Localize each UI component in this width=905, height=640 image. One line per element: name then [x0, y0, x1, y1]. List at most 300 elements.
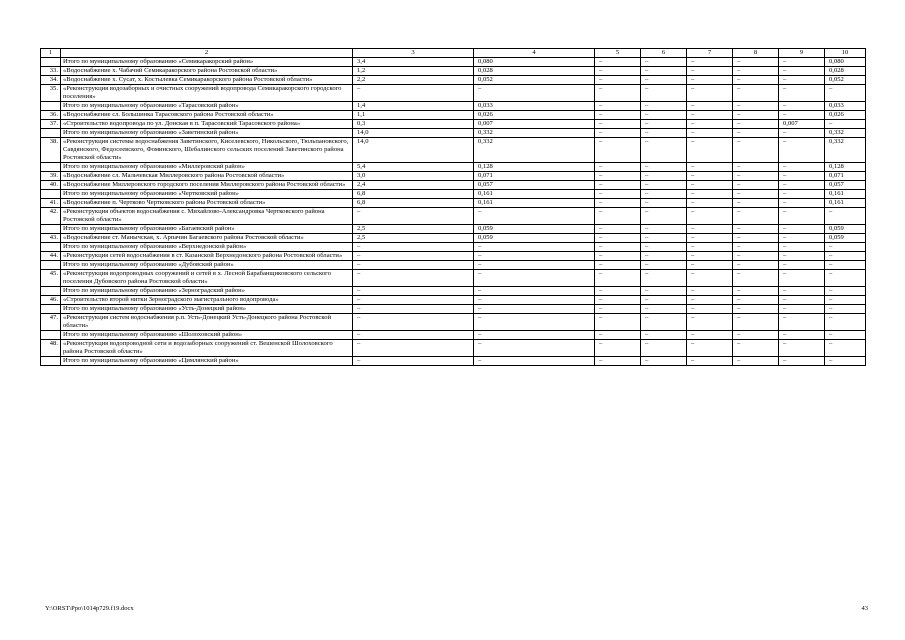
value-cell: –	[641, 190, 687, 199]
value-cell: 14,0	[353, 138, 474, 163]
description-cell: «Реконструкция объектов водоснабжения с. Михайлово-Александровка Чертковского района Ростовской области»	[61, 208, 353, 225]
column-number-cell: 10	[825, 49, 866, 58]
description-cell: «Реконструкция водопроводной сети и водозаборных сооружений ст. Вешенской Шолоховского района Ростовской области»	[61, 340, 353, 357]
value-cell: –	[595, 296, 641, 305]
value-cell: –	[779, 357, 825, 366]
district-total-row	[41, 357, 866, 366]
value-cell: –	[474, 270, 595, 287]
description-cell: «Реконструкция сетей водоснабжения в ст. Казанской Верхнедонского района Ростовской области»	[61, 252, 353, 261]
value-cell: –	[595, 111, 641, 120]
description-cell: Итого по муниципальному образованию «Миллеровский район»	[61, 163, 353, 172]
value-cell: –	[641, 138, 687, 163]
value-cell: –	[779, 111, 825, 120]
value-cell: –	[733, 331, 779, 340]
value-cell: –	[641, 287, 687, 296]
value-cell: –	[825, 331, 866, 340]
value-cell: 0,332	[474, 138, 595, 163]
value-cell: –	[687, 163, 733, 172]
value-cell: –	[733, 314, 779, 331]
district-total-row	[41, 58, 866, 67]
column-number-cell: 8	[733, 49, 779, 58]
column-number-cell: 9	[779, 49, 825, 58]
description-cell: «Реконструкция систем водоснабжения р.п. Усть-Донецкий Усть-Донецкого района Ростовской области»	[61, 314, 353, 331]
value-cell: 3,4	[353, 58, 474, 67]
value-cell: –	[641, 357, 687, 366]
value-cell: –	[733, 270, 779, 287]
value-cell: 0,3	[353, 120, 474, 129]
value-cell: –	[733, 305, 779, 314]
value-cell: –	[779, 296, 825, 305]
value-cell: –	[733, 199, 779, 208]
value-cell: –	[733, 172, 779, 181]
district-total-row	[41, 102, 866, 111]
value-cell: 0,161	[474, 199, 595, 208]
value-cell: 0,161	[825, 190, 866, 199]
value-cell: –	[595, 85, 641, 102]
column-number-cell: 2	[61, 49, 353, 58]
value-cell: –	[641, 234, 687, 243]
value-cell: 1,2	[353, 67, 474, 76]
value-cell: –	[779, 85, 825, 102]
project-row	[41, 181, 866, 190]
value-cell: –	[474, 357, 595, 366]
description-cell: «Водоснабжение ст. Манычская, х. Арпачин Багаевского района Ростовской области»	[61, 234, 353, 243]
value-cell: –	[687, 129, 733, 138]
value-cell: –	[687, 208, 733, 225]
value-cell: –	[733, 296, 779, 305]
row-number-cell: 47.	[41, 314, 61, 331]
value-cell: 2,5	[353, 225, 474, 234]
value-cell: –	[474, 340, 595, 357]
value-cell: 0,080	[474, 58, 595, 67]
value-cell: 2,4	[353, 181, 474, 190]
description-cell: Итого по муниципальному образованию «Верхнедонской район»	[61, 243, 353, 252]
row-number-cell: 37.	[41, 120, 61, 129]
description-cell: Итого по муниципальному образованию «Заветинский район»	[61, 129, 353, 138]
value-cell: –	[733, 76, 779, 85]
row-number-cell: 43.	[41, 234, 61, 243]
value-cell: –	[825, 296, 866, 305]
value-cell: –	[687, 287, 733, 296]
value-cell: 1,1	[353, 111, 474, 120]
value-cell: –	[641, 181, 687, 190]
value-cell: 0,059	[825, 234, 866, 243]
value-cell: –	[474, 261, 595, 270]
project-row	[41, 208, 866, 225]
value-cell: –	[825, 85, 866, 102]
value-cell: –	[733, 120, 779, 129]
value-cell: –	[595, 190, 641, 199]
value-cell: –	[779, 76, 825, 85]
value-cell: –	[353, 252, 474, 261]
value-cell: –	[353, 243, 474, 252]
row-number-cell: 34.	[41, 76, 61, 85]
value-cell: –	[825, 305, 866, 314]
project-row	[41, 296, 866, 305]
value-cell: 0,059	[474, 234, 595, 243]
value-cell: –	[733, 234, 779, 243]
value-cell: –	[779, 252, 825, 261]
value-cell: –	[641, 314, 687, 331]
value-cell: 0,071	[474, 172, 595, 181]
value-cell: 0,332	[825, 129, 866, 138]
value-cell: –	[687, 234, 733, 243]
value-cell: –	[733, 190, 779, 199]
value-cell: –	[733, 243, 779, 252]
value-cell: 14,0	[353, 129, 474, 138]
description-cell: «Реконструкция системы водоснабжения Заветинского, Киселевского, Никольского, Тюльпановского, Савдянского, Федосеевского, Фоминского, Шебалинского сельских поселений Заветинского района Ростовской области»	[61, 138, 353, 163]
row-number-cell: 42.	[41, 208, 61, 225]
column-number-cell: 4	[474, 49, 595, 58]
value-cell: –	[641, 261, 687, 270]
value-cell: –	[687, 270, 733, 287]
row-number-cell	[41, 287, 61, 296]
value-cell: 0,080	[825, 58, 866, 67]
value-cell: –	[733, 58, 779, 67]
row-number-cell: 39.	[41, 172, 61, 181]
value-cell: –	[733, 287, 779, 296]
value-cell: –	[825, 270, 866, 287]
value-cell: –	[733, 357, 779, 366]
value-cell: –	[641, 296, 687, 305]
value-cell: 0,057	[825, 181, 866, 190]
district-total-row	[41, 163, 866, 172]
value-cell: –	[825, 243, 866, 252]
value-cell: –	[687, 261, 733, 270]
value-cell: –	[641, 225, 687, 234]
value-cell: –	[474, 331, 595, 340]
value-cell: –	[779, 163, 825, 172]
value-cell: –	[474, 85, 595, 102]
value-cell: –	[687, 225, 733, 234]
description-cell: «Водоснабжение сл. Большинка Тарасовского района Ростовской области»	[61, 111, 353, 120]
value-cell: –	[687, 138, 733, 163]
row-number-cell	[41, 129, 61, 138]
value-cell: –	[779, 287, 825, 296]
value-cell: –	[641, 163, 687, 172]
value-cell: –	[474, 314, 595, 331]
description-cell: Итого по муниципальному образованию «Чертковский район»	[61, 190, 353, 199]
value-cell: –	[353, 340, 474, 357]
row-number-cell	[41, 243, 61, 252]
value-cell: –	[353, 270, 474, 287]
description-cell: «Строительство водопровода по ул. Донская в п. Тарасовский Тарасовского района»	[61, 120, 353, 129]
value-cell: –	[687, 199, 733, 208]
value-cell: 0,026	[825, 111, 866, 120]
value-cell: 0,052	[474, 76, 595, 85]
row-number-cell: 40.	[41, 181, 61, 190]
value-cell: –	[687, 305, 733, 314]
value-cell: –	[474, 208, 595, 225]
value-cell: –	[779, 58, 825, 67]
value-cell: –	[687, 340, 733, 357]
value-cell: –	[733, 111, 779, 120]
value-cell: –	[825, 252, 866, 261]
value-cell: 0,332	[474, 129, 595, 138]
value-cell: –	[779, 340, 825, 357]
value-cell: 6,8	[353, 199, 474, 208]
row-number-cell	[41, 331, 61, 340]
value-cell: –	[779, 234, 825, 243]
project-row	[41, 138, 866, 163]
value-cell: 1,4	[353, 102, 474, 111]
value-cell: 0,128	[474, 163, 595, 172]
value-cell: 0,128	[825, 163, 866, 172]
value-cell: –	[687, 296, 733, 305]
value-cell: –	[779, 305, 825, 314]
district-total-row	[41, 331, 866, 340]
value-cell: –	[733, 67, 779, 76]
value-cell: –	[641, 243, 687, 252]
project-row	[41, 314, 866, 331]
value-cell: –	[595, 129, 641, 138]
value-cell: –	[687, 314, 733, 331]
value-cell: –	[595, 199, 641, 208]
value-cell: 5,4	[353, 163, 474, 172]
value-cell: –	[825, 261, 866, 270]
value-cell: 0,332	[825, 138, 866, 163]
description-cell: Итого по муниципальному образованию «Тарасовский район»	[61, 102, 353, 111]
value-cell: 0,161	[825, 199, 866, 208]
value-cell: –	[687, 85, 733, 102]
project-row	[41, 172, 866, 181]
row-number-cell	[41, 102, 61, 111]
row-number-cell: 45.	[41, 270, 61, 287]
value-cell: –	[641, 270, 687, 287]
value-cell: 0,007	[779, 120, 825, 129]
value-cell: –	[353, 305, 474, 314]
value-cell: –	[595, 243, 641, 252]
value-cell: –	[733, 208, 779, 225]
row-number-cell: 35.	[41, 85, 61, 102]
value-cell: –	[825, 357, 866, 366]
page-number: 43	[861, 605, 868, 612]
value-cell: –	[825, 314, 866, 331]
value-cell: –	[641, 111, 687, 120]
description-cell: «Водоснабжение х. Чабачий Семикаракорского района Ростовской области»	[61, 67, 353, 76]
column-number-cell: 6	[641, 49, 687, 58]
description-cell: «Реконструкция водозаборных и очистных сооружений водопровода Семикаракорского городского поселения»	[61, 85, 353, 102]
description-cell: Итого по муниципальному образованию «Зерноградский район»	[61, 287, 353, 296]
value-cell: –	[779, 138, 825, 163]
description-cell: Итого по муниципальному образованию «Цимлянский район»	[61, 357, 353, 366]
value-cell: –	[595, 252, 641, 261]
value-cell: –	[474, 287, 595, 296]
project-row	[41, 76, 866, 85]
value-cell: 0,059	[825, 225, 866, 234]
value-cell: –	[641, 199, 687, 208]
value-cell: –	[595, 357, 641, 366]
row-number-cell	[41, 225, 61, 234]
project-row	[41, 252, 866, 261]
value-cell: 0,028	[825, 67, 866, 76]
value-cell: –	[595, 340, 641, 357]
value-cell: –	[733, 340, 779, 357]
column-number-cell: 5	[595, 49, 641, 58]
value-cell: –	[733, 163, 779, 172]
value-cell: –	[353, 208, 474, 225]
value-cell: 3,0	[353, 172, 474, 181]
value-cell: –	[779, 190, 825, 199]
row-number-cell: 38.	[41, 138, 61, 163]
value-cell: –	[641, 67, 687, 76]
investment-table	[40, 48, 866, 366]
district-total-row	[41, 305, 866, 314]
value-cell: –	[595, 287, 641, 296]
column-number-cell: 3	[353, 49, 474, 58]
value-cell: –	[595, 163, 641, 172]
value-cell: 0,052	[825, 76, 866, 85]
value-cell: –	[779, 225, 825, 234]
description-cell: Итого по муниципальному образованию «Шолоховский район»	[61, 331, 353, 340]
row-number-cell	[41, 305, 61, 314]
value-cell: –	[595, 270, 641, 287]
value-cell: –	[595, 58, 641, 67]
description-cell: Итого по муниципальному образованию «Усть-Донецкий район»	[61, 305, 353, 314]
project-row	[41, 85, 866, 102]
value-cell: 0,071	[825, 172, 866, 181]
value-cell: –	[353, 261, 474, 270]
value-cell: 2,2	[353, 76, 474, 85]
project-row	[41, 270, 866, 287]
value-cell: –	[733, 225, 779, 234]
value-cell: –	[641, 129, 687, 138]
project-row	[41, 120, 866, 129]
value-cell: –	[641, 76, 687, 85]
value-cell: 0,057	[474, 181, 595, 190]
description-cell: «Строительство второй нитки Зерноградского магистрального водопровода»	[61, 296, 353, 305]
row-number-cell	[41, 163, 61, 172]
value-cell: 0,028	[474, 67, 595, 76]
value-cell: –	[779, 129, 825, 138]
value-cell: –	[595, 181, 641, 190]
value-cell: –	[595, 76, 641, 85]
district-total-row	[41, 225, 866, 234]
project-row	[41, 111, 866, 120]
value-cell: –	[641, 208, 687, 225]
value-cell: –	[687, 172, 733, 181]
value-cell: –	[641, 331, 687, 340]
value-cell: 0,161	[474, 190, 595, 199]
row-number-cell: 44.	[41, 252, 61, 261]
description-cell: «Водоснабжение п. Чертково Чертковского района Ростовской области»	[61, 199, 353, 208]
value-cell: –	[779, 314, 825, 331]
value-cell: –	[733, 85, 779, 102]
row-number-cell: 41.	[41, 199, 61, 208]
value-cell: –	[595, 314, 641, 331]
description-cell: «Водоснабжение х. Сусат, х. Костылевка Семикаракорского района Ростовской области»	[61, 76, 353, 85]
row-number-cell	[41, 58, 61, 67]
row-number-cell: 36.	[41, 111, 61, 120]
value-cell: –	[687, 243, 733, 252]
value-cell: –	[779, 208, 825, 225]
value-cell: 0,033	[474, 102, 595, 111]
description-cell: «Реконструкция водопроводных сооружений и сетей в х. Лесной Барабанщиковского сельского поселения Дубовского района Ростовской области»	[61, 270, 353, 287]
value-cell: –	[595, 234, 641, 243]
value-cell: –	[779, 331, 825, 340]
value-cell: –	[641, 305, 687, 314]
row-number-cell: 48.	[41, 340, 61, 357]
value-cell: –	[353, 331, 474, 340]
value-cell: –	[474, 243, 595, 252]
value-cell: –	[779, 67, 825, 76]
value-cell: –	[641, 85, 687, 102]
district-total-row	[41, 129, 866, 138]
value-cell: –	[353, 85, 474, 102]
row-number-cell	[41, 357, 61, 366]
value-cell: –	[687, 190, 733, 199]
value-cell: –	[595, 331, 641, 340]
district-total-row	[41, 243, 866, 252]
value-cell: –	[474, 296, 595, 305]
value-cell: –	[641, 252, 687, 261]
table-header-row	[41, 49, 866, 58]
project-row	[41, 340, 866, 357]
value-cell: –	[779, 102, 825, 111]
value-cell: –	[595, 138, 641, 163]
value-cell: –	[687, 76, 733, 85]
value-cell: –	[779, 261, 825, 270]
value-cell: –	[825, 340, 866, 357]
value-cell: –	[779, 199, 825, 208]
value-cell: –	[733, 252, 779, 261]
value-cell: –	[595, 67, 641, 76]
value-cell: –	[353, 357, 474, 366]
document-file-path: Y:\ORST\Ppo\1014p729.f19.docx	[45, 605, 134, 612]
value-cell: –	[687, 181, 733, 190]
value-cell: –	[733, 138, 779, 163]
value-cell: –	[595, 225, 641, 234]
column-number-cell: 7	[687, 49, 733, 58]
description-cell: «Водоснабжение сл. Мальчевская Миллеровского района Ростовской области»	[61, 172, 353, 181]
value-cell: –	[641, 172, 687, 181]
value-cell: 0,033	[825, 102, 866, 111]
row-number-cell	[41, 261, 61, 270]
value-cell: 2,5	[353, 234, 474, 243]
value-cell: –	[687, 102, 733, 111]
value-cell: –	[779, 172, 825, 181]
value-cell: –	[641, 102, 687, 111]
district-total-row	[41, 190, 866, 199]
value-cell: –	[687, 58, 733, 67]
value-cell: –	[687, 331, 733, 340]
value-cell: –	[595, 172, 641, 181]
value-cell: –	[779, 243, 825, 252]
value-cell: –	[687, 252, 733, 261]
column-number-cell: 1	[41, 49, 61, 58]
project-row	[41, 234, 866, 243]
row-number-cell: 46.	[41, 296, 61, 305]
value-cell: –	[595, 120, 641, 129]
value-cell: –	[595, 208, 641, 225]
value-cell: –	[595, 102, 641, 111]
description-cell: Итого по муниципальному образованию «Семикаракорский район»	[61, 58, 353, 67]
value-cell: –	[641, 340, 687, 357]
value-cell: –	[825, 208, 866, 225]
value-cell: –	[641, 58, 687, 67]
district-total-row	[41, 287, 866, 296]
project-row	[41, 67, 866, 76]
value-cell: –	[687, 120, 733, 129]
value-cell: –	[687, 357, 733, 366]
project-row	[41, 199, 866, 208]
value-cell: 6,8	[353, 190, 474, 199]
value-cell: –	[733, 129, 779, 138]
value-cell: –	[779, 270, 825, 287]
row-number-cell: 33.	[41, 67, 61, 76]
value-cell: –	[779, 181, 825, 190]
value-cell: –	[733, 102, 779, 111]
